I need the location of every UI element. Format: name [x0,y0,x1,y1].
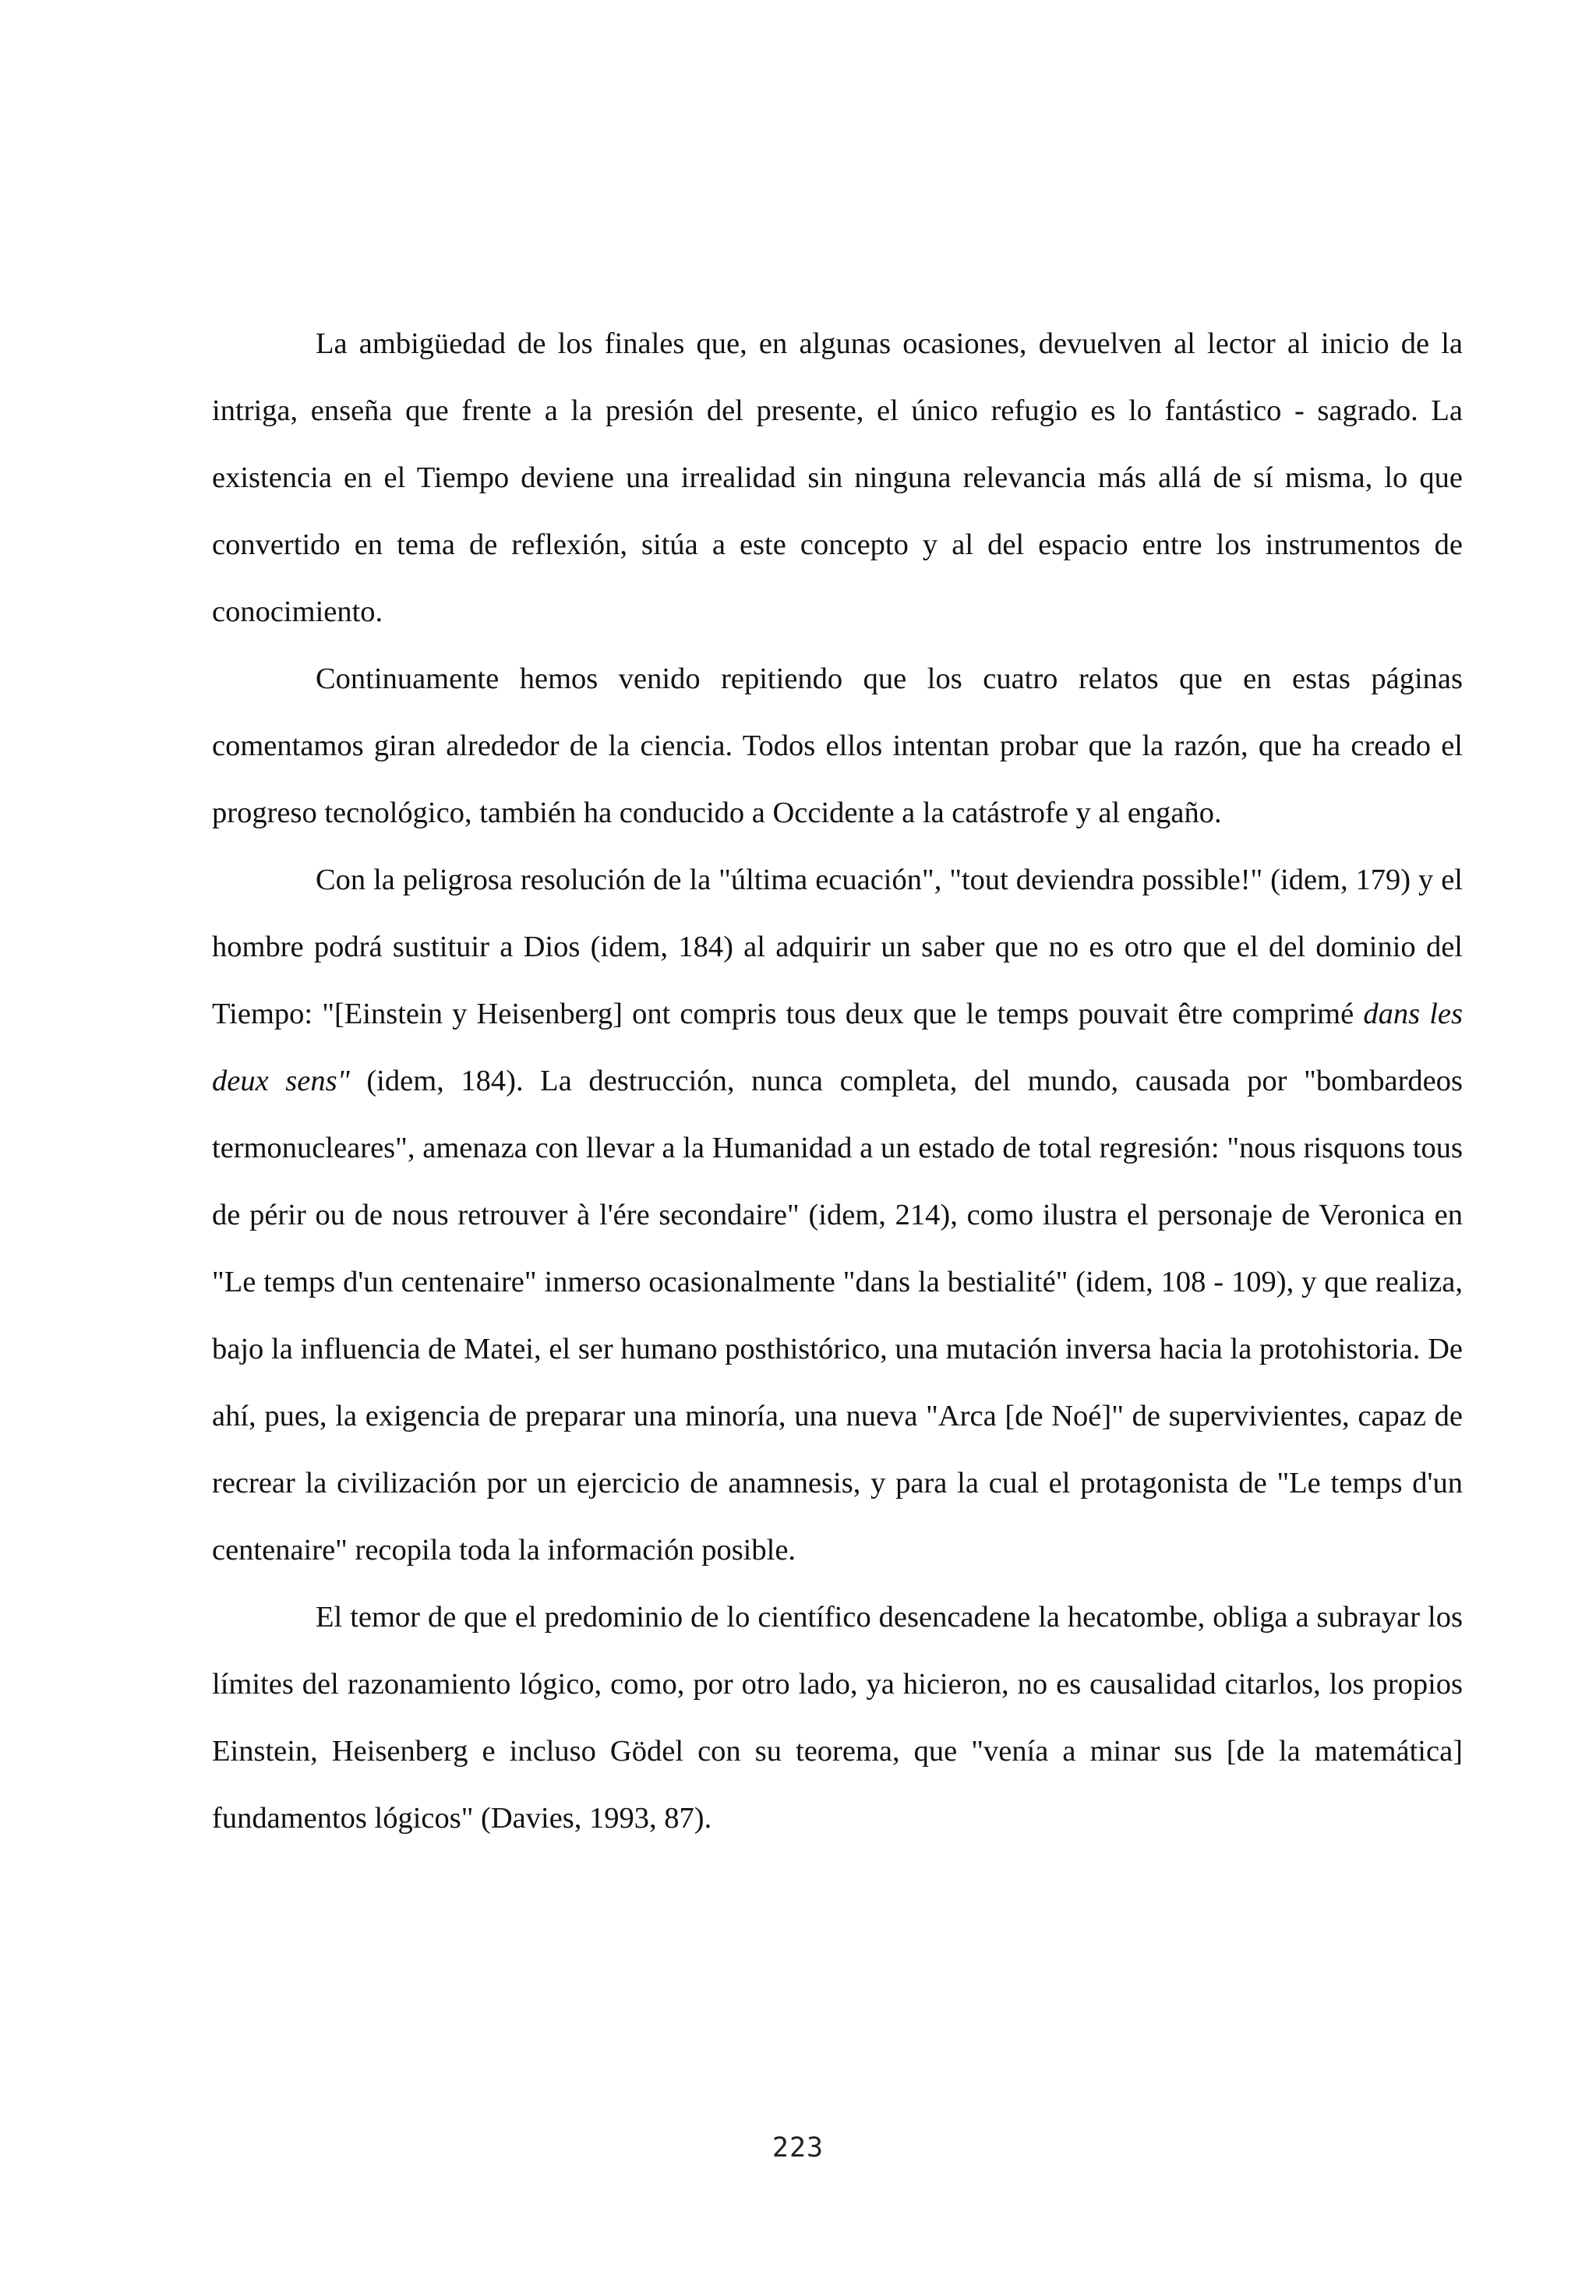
paragraph-1: La ambigüedad de los finales que, en algunas ocasiones, devuelven al lector al inicio de la intriga, enseña que frente a la presión del presente, el único refugio es lo fantástico - sagrado. La existencia en el Tiempo deviene una irrealidad sin ninguna relevancia más allá de sí misma, lo que convertido en tema de reflexión, sitúa a este concepto y al del espacio entre los instrumentos de conocimiento. [212,327,1463,628]
paragraph-3 [212,846,1463,1584]
paragraph-3-text-a: Con la peligrosa resolución de la "última ecuación", "tout deviendra possible!" (idem, 179) y el hombre podrá sustituir a Dios (idem, 184) al adquirir un saber que no es otro que el del dominio del Tiempo: "[Einstein y Heisenberg] ont compris tous deux que le temps pouvait être comprimé [212,864,1463,1030]
paragraph-4: El temor de que el predominio de lo científico desencadene la hecatombe, obliga a subrayar los límites del razonamiento lógico, como, por otro lado, ya hicieron, no es causalidad citarlos, los propios Einstein, Heisenberg e incluso Gödel con su teorema, que "venía a minar sus [de la matemática] fundamentos lógicos" (Davies, 1993, 87). [212,1601,1463,1835]
paragraph-3-text-b: (idem, 184). La destrucción, nunca completa, del mundo, causada por "bombardeos termonucleares", amenaza con llevar a la Humanidad a un estado de total regresión: "nous risquons tous de périr ou de nous retrouver à l'ére secondaire" (idem, 214), como ilustra el personaje de Veronica en "Le temps d'un centenaire" inmerso ocasionalmente "dans la bestialité" (idem, 108 - 109), y que realiza, bajo la influencia de Matei, el ser humano posthistórico, una mutación inversa hacia la protohistoria. De ahí, pues, la exigencia de preparar una minoría, una nueva "Arca [de Noé]" de supervivientes, capaz de recrear la civilización por un ejercicio de anamnesis, y para la cual el protagonista de "Le temps d'un centenaire" recopila toda la información posible. [212,1065,1463,1567]
page-number: 223 [772,2132,824,2164]
paragraph-3-italic-quote: dans les deux sens" [212,998,1463,1097]
body-text [212,310,1463,1852]
paragraph-2: Continuamente hemos venido repitiendo que los cuatro relatos que en estas páginas comentamos giran alrededor de la ciencia. Todos ellos intentan probar que la razón, que ha creado el progreso tecnológico, también ha conducido a Occidente a la catástrofe y al engaño. [212,662,1463,829]
